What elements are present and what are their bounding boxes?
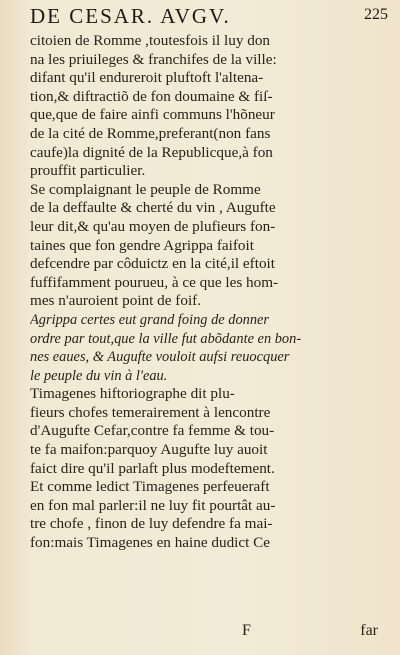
text-line: nes eaues, & Augufte vouloit aufsi reuocquer [30, 349, 290, 366]
text-line: Se complaignant le peuple de Romme [30, 180, 261, 198]
text-line: leur dit,& qu'au moyen de plufieurs fon- [30, 217, 276, 235]
paragraph [30, 32, 382, 181]
text-line: faict dire qu'il parlaft plus modeftement. [30, 459, 275, 477]
text-line: prouffit particulier. [30, 162, 146, 180]
text-line: Agrippa certes eut grand foing de donner [30, 311, 270, 328]
text-line: ordre par tout,que la ville fut abõdante en bon- [30, 330, 302, 347]
text-line: le peuple du vin à l'eau. [30, 367, 168, 384]
text-line: difant qu'il endureroit pluftoft l'altena- [30, 69, 264, 87]
text-line: caufe)la dignité de la Republicque,à fon [30, 143, 273, 161]
text-line: de la deffaulte & cherté du vin , Augufte [30, 199, 276, 217]
text-line: en fon mal parler:il ne luy fit pourtât au- [30, 496, 276, 514]
page-footer [30, 622, 378, 644]
text-line: citoien de Romme ,toutesfois il luy don [30, 32, 271, 49]
text-line: tion,& diftractiõ de fon doumaine & fiſ- [30, 87, 273, 105]
text-line: taines que fon gendre Agrippa faifoit [30, 236, 254, 254]
paragraph [30, 311, 382, 385]
page-header [30, 4, 388, 32]
text-line: mes n'auroient point de foif. [30, 292, 202, 310]
text-line: Et comme ledict Timagenes perfeueraft [30, 478, 270, 496]
text-line: d'Augufte Cefar,contre fa femme & tou- [30, 422, 275, 440]
text-line: tre chofe , finon de luy defendre fa mai- [30, 515, 273, 533]
catchword: far [360, 622, 378, 639]
text-line: te fa maifon:parquoy Augufte luy auoit [30, 441, 268, 459]
text-line: que,que de faire ainfi communs l'hõneur [30, 106, 275, 124]
text-line: Timagenes hiftoriographe dit plu- [30, 385, 235, 403]
text-line: de la cité de Romme,preferant(non fans [30, 124, 271, 142]
text-line: defcendre par côduictz en la cité,il eftoit [30, 255, 275, 273]
body-text [30, 32, 382, 553]
signature-mark: F [242, 622, 251, 639]
text-line: fon:mais Timagenes en haine dudict Ce [30, 534, 271, 552]
paragraph [30, 181, 382, 311]
running-head: DE CESAR. AVGV. [30, 4, 231, 28]
text-line: na les priuileges & franchifes de la ville: [30, 50, 277, 68]
page-number: 225 [364, 6, 388, 23]
paragraph [30, 385, 382, 552]
text-line: fuffifamment pourueu, à ce que les hom- [30, 273, 279, 291]
text-line: fieurs chofes temerairement à lencontre [30, 403, 271, 421]
